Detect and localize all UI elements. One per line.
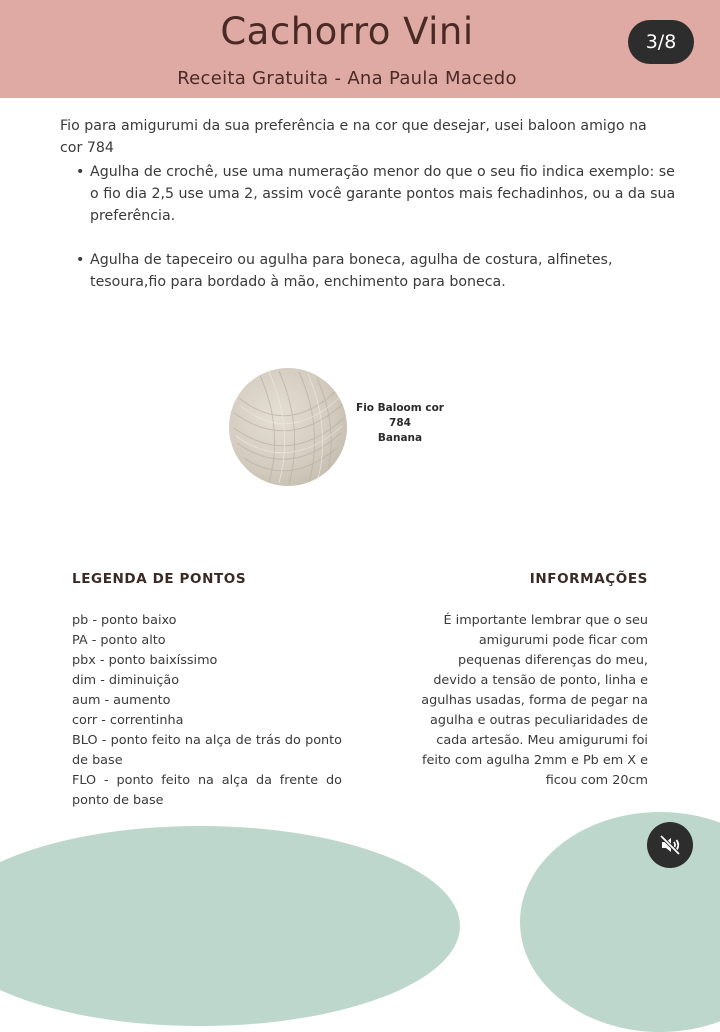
legend-item: PA - ponto alto [72,633,166,648]
yarn-texture [229,368,347,486]
info-heading: INFORMAÇÕES [529,571,648,587]
legend-item: BLO - ponto feito na alça de trás do ponto de base [72,733,342,768]
info-paragraph: É importante lembrar que o seu amigurumi pode ficar com pequenas diferenças do meu, devido a tensão de ponto, linha e agulhas usadas, forma de pegar na agulha e outras peculiaridades de cada artesão. Meu amigurumi foi feito com agulha 2mm e Pb em X e ficou com 20cm [421,613,648,788]
materials-bullet-tools: • Agulha de tapeceiro ou agulha para boneca, agulha de costura, alfinetes, tesoura,fio para bordado à mão, enchimento para boneca. [76,249,676,293]
legend-heading: LEGENDA DE PONTOS [72,571,247,587]
mute-button[interactable] [647,822,693,868]
yarn-ball-image [229,368,347,486]
page-title: Cachorro Vini [220,10,474,53]
legend-list [72,611,342,811]
yarn-caption-line: Fio Baloom cor [356,402,444,414]
speaker-muted-icon [658,833,682,857]
legend-item: FLO - ponto feito na alça da frente do ponto de base [72,773,342,808]
materials-list [76,161,676,293]
legend-item: pb - ponto baixo [72,613,177,628]
legend-item: dim - diminuição [72,673,180,688]
legend-item: pbx - ponto baixíssimo [72,653,218,668]
decorative-blob-left [0,826,460,1026]
yarn-caption-line: 784 [389,417,411,429]
materials-bullet-hook: • Agulha de crochê, use uma numeração menor do que o seu fio indica exemplo: se o fio dia 2,5 use uma 2, assim você garante pontos mais fechadinhos, ou a da sua preferência. [76,161,676,227]
legend-item: corr - correntinha [72,713,184,728]
page-subtitle: Receita Gratuita - Ana Paula Macedo [177,68,517,89]
legend-item: aum - aumento [72,693,171,708]
yarn-caption-line: Banana [377,432,423,444]
materials-intro: Fio para amigurumi da sua preferência e na cor que desejar, usei baloon amigo na cor 784 [60,118,647,156]
yarn-caption [350,401,450,446]
page-indicator-badge: 3/8 [628,20,694,64]
